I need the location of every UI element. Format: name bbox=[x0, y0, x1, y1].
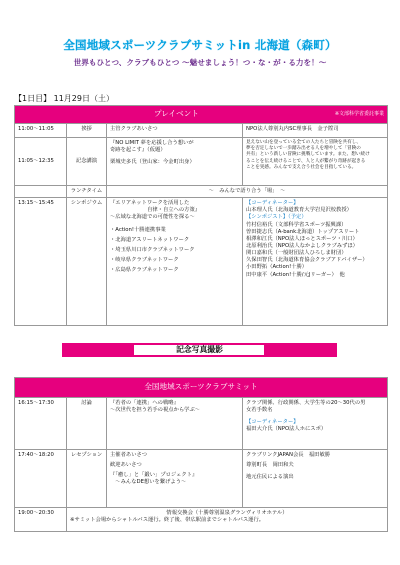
schedule-speaker: クラブ関係、行政関係、大学生等の20〜30代の男 女若手数名 【コーディネーター】 福田大介氏（NPO法人ホにスポ） bbox=[243, 398, 388, 450]
lunch-content: 〜 みんなで語り合う「場」 〜 bbox=[107, 186, 388, 198]
day-label: 【1日目】 11月29日（土） bbox=[14, 94, 114, 103]
preevent-table bbox=[14, 105, 388, 326]
schedule-speaker: NPO法人尊別丸内SC理事長 金子陞司 bbox=[243, 124, 388, 138]
photo-session-bar bbox=[62, 343, 337, 357]
schedule-speaker: クラブリンクJAPAN会長 福田敏勝 尊別町長 岡田和夫 地元住民による演出 bbox=[243, 450, 388, 508]
schedule-type: 記念講演 bbox=[67, 138, 107, 186]
schedule-type: シンポジウム bbox=[67, 198, 107, 326]
preevent-banner bbox=[15, 106, 388, 124]
schedule-type: ランチタイム bbox=[67, 186, 107, 198]
exchange-info: 情報交換会（十勝尊別温泉グランヴィリオホテル） ※サミット会場からシャトルバス運行。終了後、帯広駅前までシャトルバス運行。 bbox=[67, 508, 388, 532]
schedule-type: 討論 bbox=[67, 398, 107, 450]
schedule-time: 11:05〜12:35 bbox=[15, 138, 67, 186]
schedule-time: 19:00〜20:30 bbox=[15, 508, 67, 532]
schedule-time bbox=[15, 186, 67, 198]
schedule-content: 主管クラブあいさつ bbox=[107, 124, 243, 138]
schedule-type: 挨拶 bbox=[67, 124, 107, 138]
schedule-speaker: 【コーディネーター】 山本理人氏（北海道教育大学岩見沢校教授） 【シンポジスト】（予定） 竹村信裕氏（文部科学省スポーツ振興課） 曽田捷志氏（A-bank北海道）トップアスリート 相澤和江氏（NPO法人ほっとスポーツ・川口） 北原利治氏（NPO法人なかよしクラブみずほ） 関口嘉和氏（一般財団法人ひろしま財団） 久保田智氏（北海道体育協会クラブアドバイザー） 小田野拓（Action!十勝） 田中康平（Action!十勝/元Jリーガー） 他 bbox=[243, 198, 388, 326]
schedule-time: 16:15〜17:30 bbox=[15, 398, 67, 450]
page-title: 全国地域スポーツクラブサミットin 北海道（森町） bbox=[63, 38, 337, 52]
schedule-content: 『エリアネットワークを活用した 自律・自立への方策』 〜広域な北海道での可能性を探る〜 ・Action!十勝連携事業 ・北海道アスリートネットワーク ・埼玉県川口市クラブネットワーク ・岐阜県クラブネットワーク ・広島県クラブネットワーク bbox=[107, 198, 243, 326]
schedule-type: レセプション bbox=[67, 450, 107, 508]
symposist-heading: 【シンポジスト】（予定） bbox=[246, 214, 307, 221]
schedule-time: 11:00〜11:05 bbox=[15, 124, 67, 138]
schedule-content: 『NO LIMIT 夢を応援し合う想いが 奇跡を起こす』（仮題） 栗城史多氏（登山家：今金町出身） bbox=[107, 138, 243, 186]
preevent-banner-note: ※文部科学省委託事業 bbox=[334, 111, 385, 118]
summit-table bbox=[14, 377, 388, 532]
photo-session-label: 記念写真撮影 bbox=[176, 345, 223, 354]
coordinator-heading: 【コーディネーター】 bbox=[246, 200, 299, 207]
schedule-time: 17:40〜18:20 bbox=[15, 450, 67, 508]
summit-banner: 全国地域スポーツクラブサミット bbox=[15, 378, 388, 398]
schedule-content: 『若者の「連携」への戦略』 〜次世代を担う若手の視点から学ぶ〜 bbox=[107, 398, 243, 450]
schedule-time: 13:15〜15:45 bbox=[15, 198, 67, 326]
schedule-speaker: 見えない山を登っている全ての人たちと冒険を共有し、 夢を否定しないで一歩踏み出せる人を増やして「冒険の 共有」という新しい冒険に挑戦しています。また、想い続け ることを伝え続けることで、人と人が繋がり奇跡が起きる ことを実感。みんなで支え合う社会を目指している。 bbox=[243, 138, 388, 186]
page-subtitle: 世界もひとつ、クラブもひとつ 〜魅せましょう！つ・な・が・る力を！〜 bbox=[73, 58, 327, 67]
shuttle-note: ※サミット会場からシャトルバス運行。終了後、帯広駅前までシャトルバス運行。 bbox=[70, 517, 265, 524]
preevent-banner-label: プレイベント bbox=[153, 109, 199, 119]
schedule-content: 主催者あいさつ 歓迎あいさつ 『「癒し」と「鍛い」プロジェクト』 〜みんなDE想いを繋げよう〜 bbox=[107, 450, 243, 508]
